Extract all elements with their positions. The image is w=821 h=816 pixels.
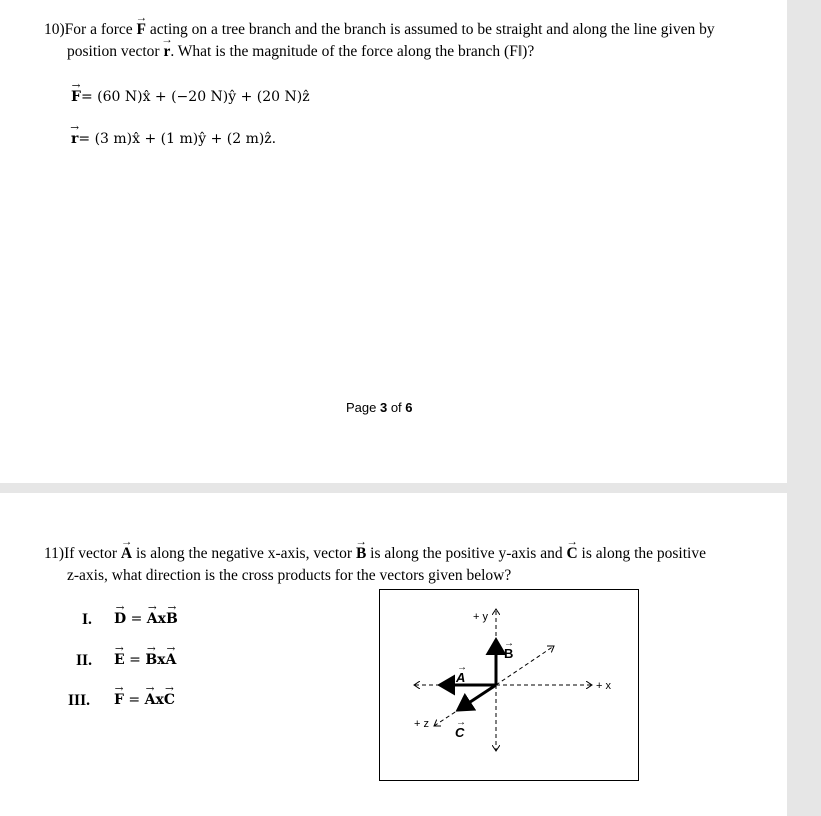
item-1-b: → B [166, 611, 178, 627]
item-1-op: x [157, 611, 167, 627]
force-eq-symbol: → F [71, 89, 81, 105]
y-axis-label: + y [473, 611, 488, 623]
vector-axes-diagram [379, 589, 639, 781]
position-vector-symbol: → r [163, 43, 170, 61]
item-1-a: → A [147, 611, 158, 627]
force-equation [71, 89, 310, 105]
item-3-b: → C [164, 692, 175, 708]
item-2-numeral: II. [76, 652, 92, 669]
vector-c-symbol: → C [566, 545, 577, 563]
item-2-a: → B [145, 652, 157, 668]
item-1-equation [114, 611, 178, 627]
c-label-arrow: → [456, 717, 466, 728]
q11-text-a: If vector [64, 545, 121, 562]
vector-c-arrow [458, 685, 496, 710]
item-1-eq: = [126, 611, 147, 627]
q10-text-b: acting on a tree branch and the branch is assumed to be straight and along the line given by [146, 21, 715, 38]
position-equation [71, 131, 276, 147]
item-3-eq: = [123, 692, 145, 708]
item-1-lhs: → D [114, 611, 126, 627]
axes-svg [380, 590, 638, 780]
q10-number: 10) [44, 21, 65, 38]
position-eq-symbol: → r [71, 131, 78, 147]
position-eq-rhs: = (3 m)x̂ + (1 m)ŷ + (2 m)ẑ. [78, 131, 277, 147]
vector-b-symbol: → B [356, 545, 366, 563]
q10-text-a: For a force [64, 21, 137, 38]
x-axis-label: + x [596, 680, 611, 692]
item-2-b: → A [166, 652, 177, 668]
item-3-numeral: III. [68, 692, 90, 709]
item-3-equation [114, 692, 175, 708]
q11-number: 11) [44, 545, 65, 562]
a-label-arrow: → [457, 662, 467, 673]
q11-text-c: is along the positive y-axis and [366, 545, 567, 562]
a-vector-label: A [456, 670, 466, 685]
page-prefix: Page [346, 400, 380, 415]
page-number [346, 400, 413, 415]
item-1-numeral: I. [82, 611, 92, 628]
item-3-lhs: → F [114, 692, 124, 708]
item-2-eq: = [124, 652, 146, 668]
q10-line2 [67, 43, 534, 61]
q11-line1 [44, 545, 706, 563]
c-vector-label: C [455, 725, 465, 740]
q11-line2: z-axis, what direction is the cross products for the vectors given below? [67, 567, 512, 584]
item-3-a: → A [145, 692, 156, 708]
item-2-equation [114, 652, 176, 668]
vector-a-symbol: → A [121, 545, 132, 563]
z-axis-label: + z [414, 718, 429, 730]
item-2-op: x [157, 652, 166, 668]
q11-text-d: is along the positive [577, 545, 706, 562]
b-label-arrow: → [504, 638, 514, 649]
item-3-op: x [155, 692, 164, 708]
item-2-lhs: → E [114, 652, 125, 668]
b-vector-label: B [504, 646, 514, 661]
force-eq-rhs: = (60 N)x̂ + (−20 N)ŷ + (20 N)ẑ [80, 89, 310, 105]
page-current: 3 [379, 400, 388, 415]
page-total: 6 [405, 400, 413, 415]
scrollbar-track[interactable] [787, 0, 821, 816]
document-page-4 [0, 493, 787, 816]
q10-line1 [44, 21, 715, 39]
q11-text-b: is along the negative x-axis, vector [132, 545, 356, 562]
force-vector-symbol: → F [137, 21, 146, 39]
q10-text-c: position vector [67, 43, 164, 60]
q10-text-d: . What is the magnitude of the force along the branch (F‖)? [170, 43, 535, 60]
page-of: of [387, 400, 406, 415]
